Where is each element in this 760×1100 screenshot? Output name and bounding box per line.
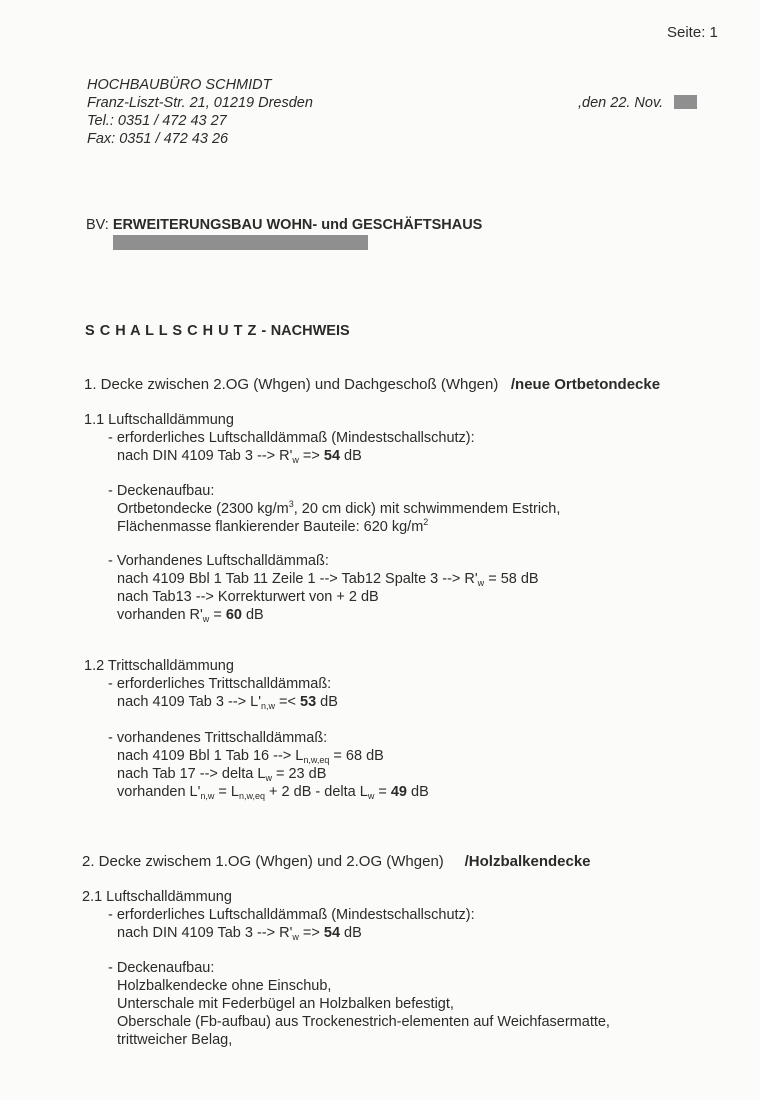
vorhanden-line-1 bbox=[108, 747, 429, 765]
aufbau-label: - Deckenaufbau: bbox=[108, 483, 215, 499]
sender-address: Franz-Liszt-Str. 21, 01219 Dresden bbox=[87, 95, 313, 111]
requirement-op: => bbox=[298, 925, 324, 941]
superscript: 3 bbox=[288, 499, 294, 509]
subscript: w bbox=[292, 932, 299, 942]
aufbau-label: - Deckenaufbau: bbox=[108, 960, 215, 976]
document-title-spaced: S C H A L L S C H U T Z - bbox=[85, 323, 267, 339]
section-2-1-requirement bbox=[108, 906, 475, 942]
document-title-bold: NACHWEIS bbox=[270, 323, 350, 339]
aufbau-line-2 bbox=[108, 518, 560, 536]
subscript: w bbox=[292, 455, 299, 465]
aufbau-text: Flächenmasse flankierender Bauteile: 620 kg/m bbox=[117, 519, 424, 535]
section-2-1-title: 2.1 Luftschalldämmung bbox=[82, 889, 232, 905]
requirement-op: => bbox=[298, 448, 324, 464]
vorhanden-text: nach Tab 17 --> delta L bbox=[117, 766, 266, 782]
requirement-value-line bbox=[108, 924, 475, 942]
project-title: ERWEITERUNGSBAU WOHN- und GESCHÄFTSHAUS bbox=[112, 217, 483, 233]
aufbau-line-1: Holzbalkendecke ohne Einschub, bbox=[117, 978, 332, 994]
vorhanden-text: = 23 dB bbox=[271, 766, 327, 782]
document-title bbox=[85, 322, 350, 340]
sender-block bbox=[87, 76, 313, 148]
subscript: w bbox=[265, 773, 272, 783]
vorhanden-label: - vorhandenes Trittschalldämmaß: bbox=[108, 730, 328, 746]
section-1-vorhanden bbox=[108, 552, 539, 624]
aufbau-text: , 20 cm dick) mit schwimmendem Estrich, bbox=[293, 501, 561, 517]
requirement-text: nach DIN 4109 Tab 3 --> R' bbox=[117, 448, 293, 464]
vorhanden-line-3 bbox=[108, 783, 429, 801]
unit: dB bbox=[340, 448, 362, 464]
subscript: n,w bbox=[200, 791, 215, 801]
aufbau-line-4: trittweicher Belag, bbox=[117, 1032, 233, 1048]
section-2-heading-text: 2. Decke zwischem 1.OG (Whgen) und 2.OG (Whgen) bbox=[82, 853, 444, 870]
vorhanden-text: = 68 dB bbox=[329, 748, 384, 764]
requirement-value-line bbox=[108, 447, 475, 465]
vorhanden-line-2: nach Tab13 --> Korrekturwert von + 2 dB bbox=[117, 589, 379, 605]
requirement-value-line bbox=[108, 693, 338, 711]
requirement-value: 53 bbox=[300, 694, 317, 710]
vorhanden-text: nach 4109 Bbl 1 Tab 11 Zeile 1 --> Tab12 Spalte 3 --> R' bbox=[117, 571, 478, 587]
sender-tel: Tel.: 0351 / 472 43 27 bbox=[87, 113, 227, 129]
requirement-text: nach 4109 Tab 3 --> L' bbox=[117, 694, 261, 710]
section-1-1-title: 1.1 Luftschalldämmung bbox=[84, 412, 234, 428]
vorhanden-text: = bbox=[209, 607, 226, 623]
superscript: 2 bbox=[423, 517, 429, 527]
section-2-deckenaufbau bbox=[108, 959, 610, 1049]
requirement-text: nach DIN 4109 Tab 3 --> R' bbox=[117, 925, 293, 941]
requirement-value: 54 bbox=[323, 925, 341, 941]
redacted-project-address bbox=[113, 235, 368, 250]
aufbau-text: Ortbetondecke (2300 kg/m bbox=[117, 501, 289, 517]
section-1-heading-text: 1. Decke zwischen 2.OG (Whgen) und Dachgeschoß (Whgen) bbox=[84, 376, 499, 393]
vorhanden-value: 60 bbox=[225, 607, 242, 623]
subscript: w bbox=[367, 791, 375, 801]
vorhanden-text: nach 4109 Bbl 1 Tab 16 --> L bbox=[117, 748, 304, 764]
subscript: n,w,eq bbox=[303, 755, 330, 765]
subscript: n,w,eq bbox=[239, 791, 266, 801]
unit: dB bbox=[316, 694, 338, 710]
unit: dB bbox=[406, 784, 429, 800]
requirement-value: 54 bbox=[323, 448, 341, 464]
unit: dB bbox=[241, 607, 264, 623]
vorhanden-label: - Vorhandenes Luftschalldämmaß: bbox=[108, 553, 329, 569]
section-1-1-requirement bbox=[108, 429, 475, 465]
letter-date: ,den 22. Nov. bbox=[578, 95, 664, 111]
requirement-label: - erforderliches Trittschalldämmaß: bbox=[108, 676, 332, 692]
aufbau-line-1 bbox=[108, 500, 560, 518]
sender-name: HOCHBAUBÜRO SCHMIDT bbox=[87, 77, 272, 93]
section-1-heading bbox=[84, 376, 660, 394]
aufbau-line-3: Oberschale (Fb-aufbau) aus Trockenestrich-elementen auf Weichfasermatte, bbox=[117, 1014, 610, 1030]
unit: dB bbox=[340, 925, 362, 941]
requirement-label: - erforderliches Luftschalldämmaß (Mindestschallschutz): bbox=[108, 430, 475, 446]
vorhanden-line-1 bbox=[108, 570, 539, 588]
aufbau-line-2: Unterschale mit Federbügel an Holzbalken befestigt, bbox=[117, 996, 454, 1012]
sender-fax: Fax: 0351 / 472 43 26 bbox=[87, 131, 229, 147]
subscript: w bbox=[202, 614, 210, 624]
vorhanden-line-2 bbox=[108, 765, 429, 783]
subscript: n,w bbox=[260, 701, 275, 711]
vorhanden-text: = bbox=[374, 784, 391, 800]
redacted-year bbox=[674, 95, 697, 109]
vorhanden-text: = 58 dB bbox=[484, 571, 539, 587]
section-2-heading-type: /Holzbalkendecke bbox=[464, 853, 591, 870]
vorhanden-text: vorhanden L' bbox=[117, 784, 201, 800]
section-2-heading bbox=[82, 853, 591, 871]
section-1-2-title: 1.2 Trittschalldämmung bbox=[84, 658, 234, 674]
requirement-op: =< bbox=[275, 694, 300, 710]
section-1-heading-type: /neue Ortbetondecke bbox=[510, 376, 661, 393]
vorhanden-value: 49 bbox=[390, 784, 407, 800]
requirement-label: - erforderliches Luftschalldämmaß (Mindestschallschutz): bbox=[108, 907, 475, 923]
section-1-deckenaufbau bbox=[108, 482, 560, 536]
vorhanden-text: = L bbox=[214, 784, 239, 800]
project-line bbox=[86, 216, 482, 234]
section-1-2-vorhanden bbox=[108, 729, 429, 801]
vorhanden-text: vorhanden R' bbox=[117, 607, 203, 623]
vorhanden-line-3 bbox=[108, 606, 539, 624]
section-1-2-requirement bbox=[108, 675, 338, 711]
subscript: w bbox=[477, 578, 485, 588]
project-prefix: BV: bbox=[86, 217, 109, 233]
vorhanden-text: + 2 dB - delta L bbox=[265, 784, 368, 800]
page-number: Seite: 1 bbox=[667, 24, 718, 41]
